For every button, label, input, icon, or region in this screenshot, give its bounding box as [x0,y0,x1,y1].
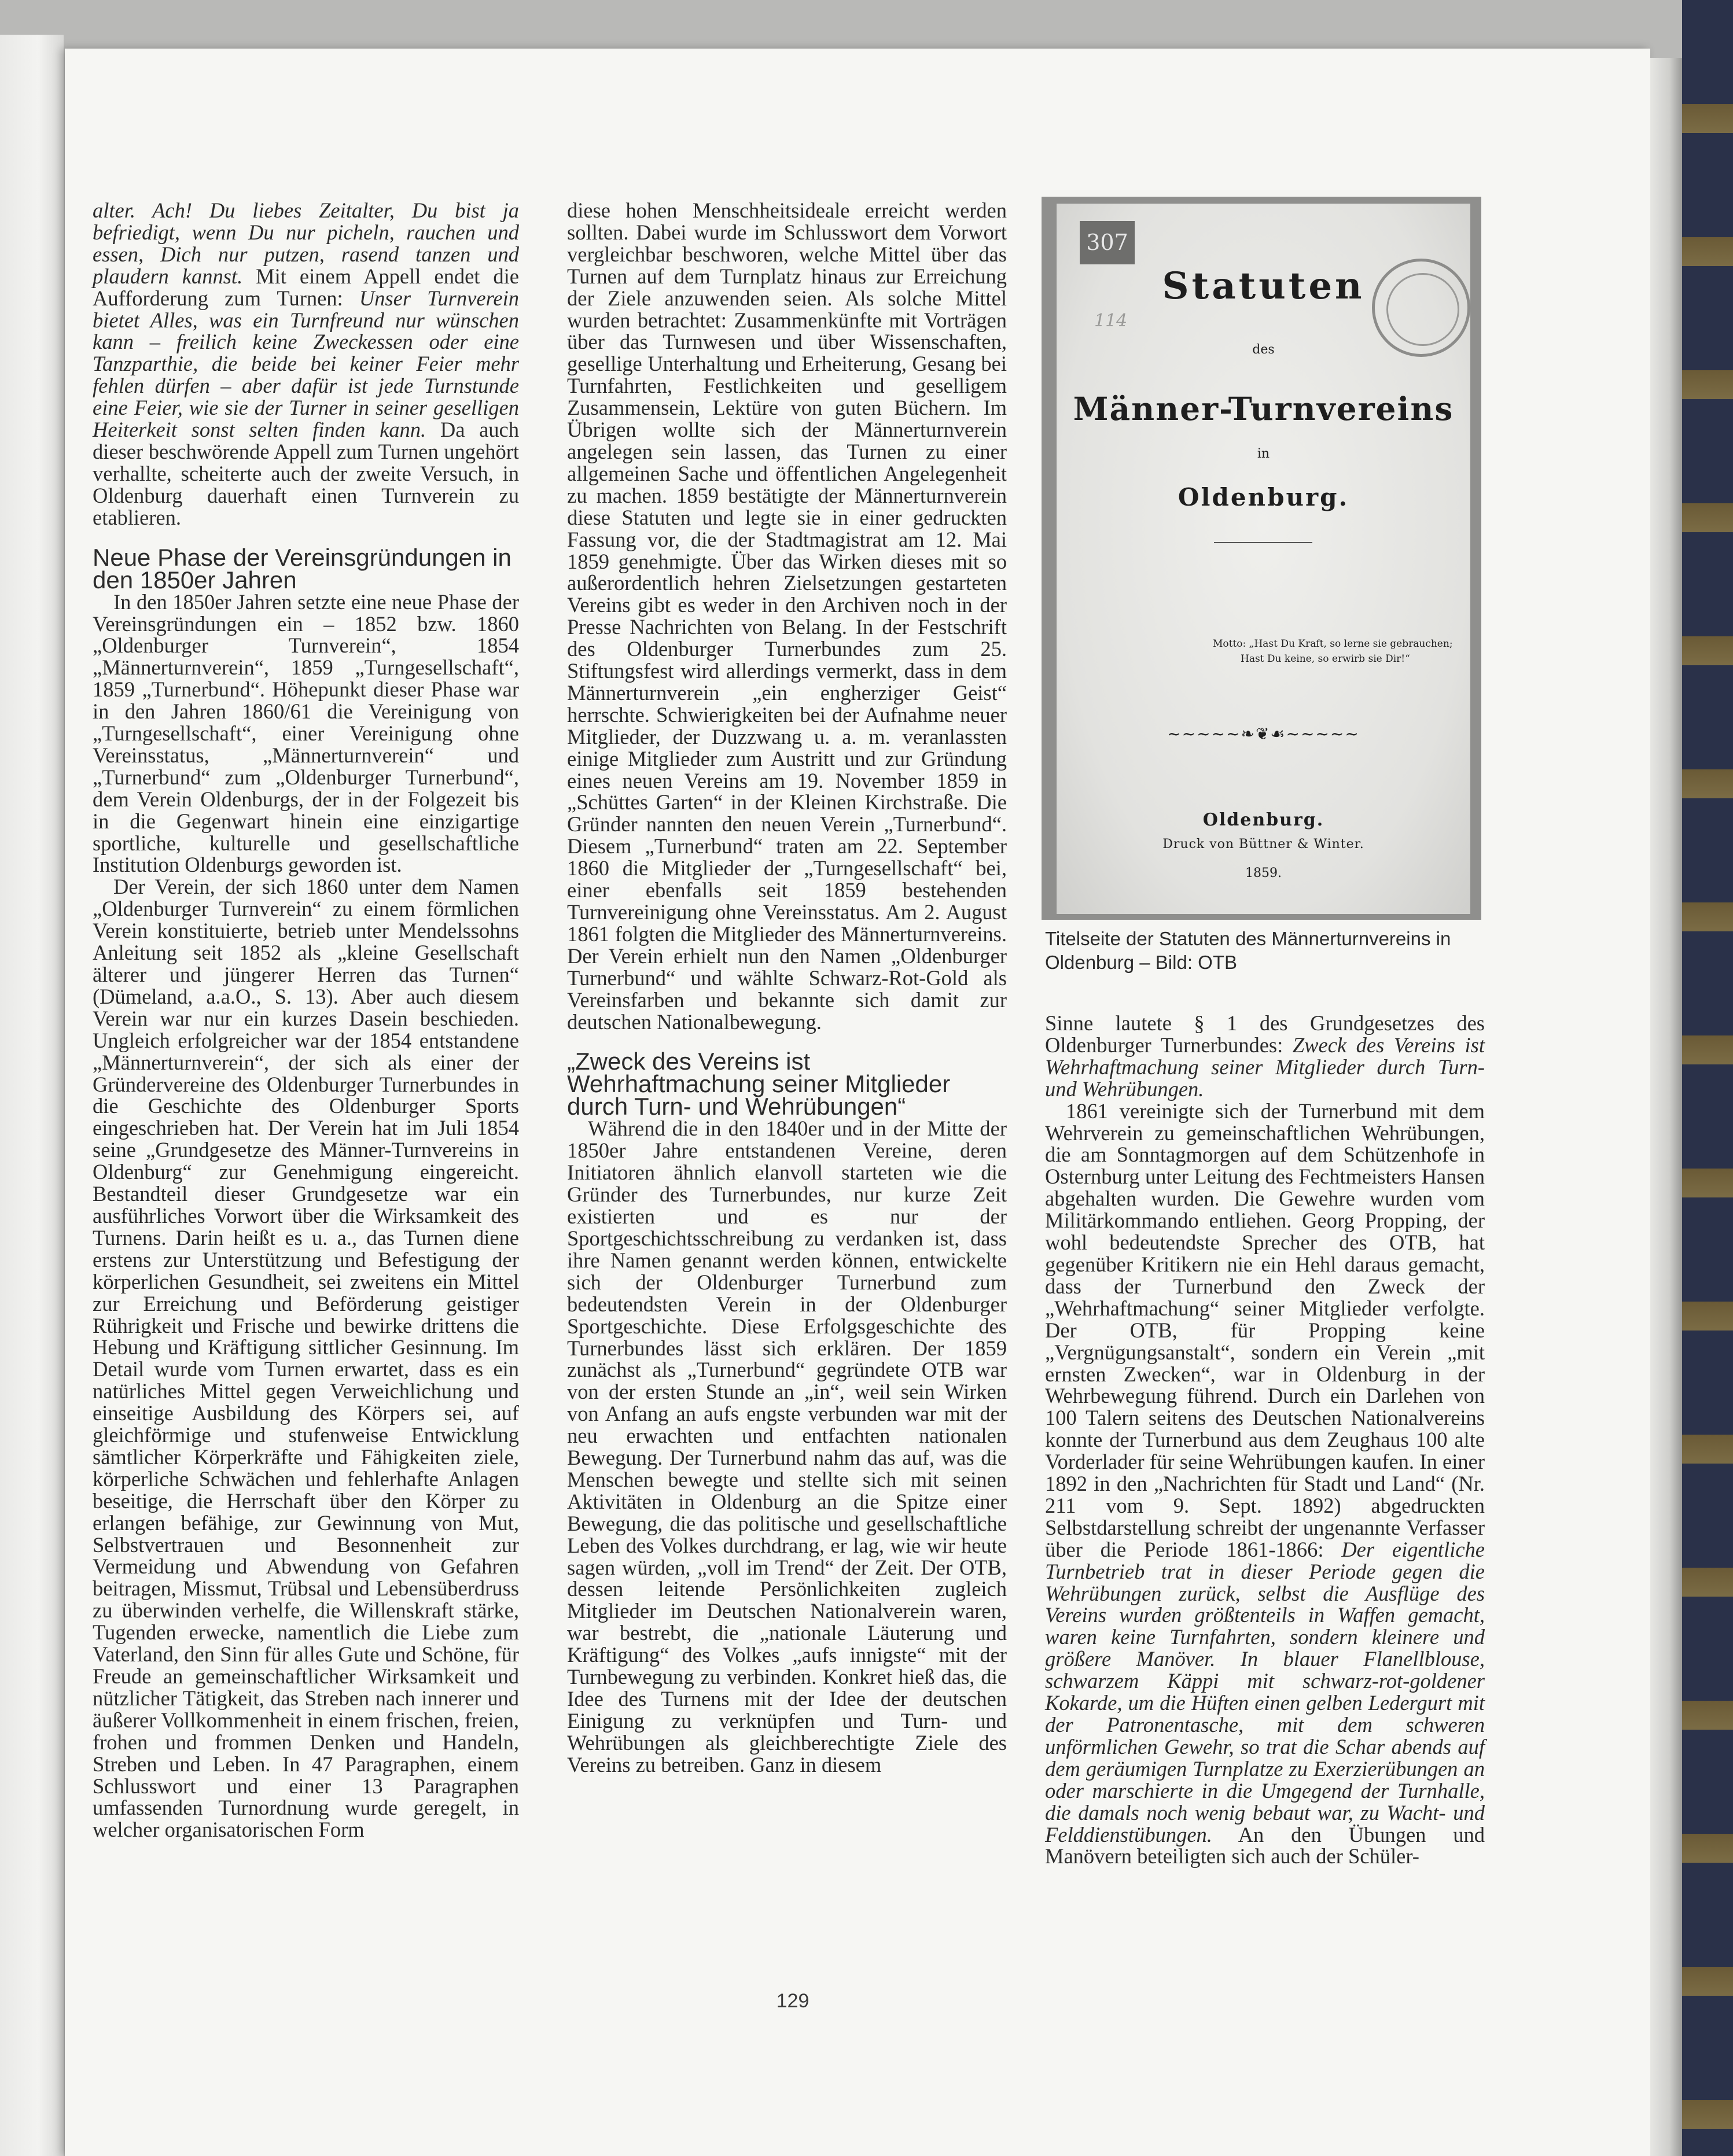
document-title: Statuten [1162,264,1365,308]
paragraph: In den 1850er Jahren setzte eine neue Phase der Vereinsgründungen ein – 1852 bzw. 1860 „Oldenburger Turnverein“, 1854 „Männerturnverein“, 1859 „Turngesellschaft“, 1859 „Turnerbund“. Höhepunkt dieser Phase war in den Jahren 1860/61 die Vereinigung von „Turngesellschaft“, einer Vereinigung ohne Vereinsstatus, „Männerturnverein“ und „Turnerbund“ zum „Oldenburger Turnerbund“, dem Verein Oldenburgs, der in der Folgezeit bis in die Gegenwart hinein eine einzigartige sportliche, kulturelle und gesellschaftliche Institution Oldenburgs geworden ist. [93,589,519,877]
italic-quote: alter. Ach! Du liebes Zeitalter, Du bist ja befriedigt, wenn Du nur picheln, rauchen und essen, Dich nur putzen, rasend tanzen und plaudern kannst. [93,198,519,288]
document-city: Oldenburg. [1178,483,1349,511]
italic-quote: Zweck des Vereins ist Wehrhaftmachung seiner Mitglieder durch Turn- und Wehrübungen. [1045,1033,1485,1101]
paragraph [1045,1012,1485,1100]
document-rule [1214,542,1312,543]
imprint-city: Oldenburg. [1202,810,1324,830]
document-club-name: Männer-Turnvereins [1073,390,1454,427]
italic-quote: Unser Turnverein bietet Alles, was ein Turnfreund nur wünschen kann – freilich keine Zweckessen oder eine Tanzparthie, die beide bei keiner Feier mehr fehlen dürfen – aber dafür ist jede Turnstunde eine Feier, wie sie der Turner in seiner geselligen Heiterkeit sonst selten finden kann. [93,286,519,442]
book-cover [1682,0,1733,2156]
italic-quote: Der eigentliche Turnbetrieb trat in dieser Periode gegen die Wehrübungen zurück, selbst die Ausflüge des Vereins wurden größtenteils in Waffen gemacht, waren keine Turnfahrten, sondern kleinere und größere Manöver. In blauer Flanellblouse, schwarzem Käppi mit schwarz-rot-goldener Kokarde, um die Hüften einen gelben Ledergurt mit der Patronentasche, mit dem schweren unförmlichen Gewehr, so trat die Schar abends auf dem geräumigen Turnplatze zu Exerzierübungen an oder marschierte in die Umgegend der Turnhalle, die damals noch wenig bebaut war, zu Wacht- und Felddienstübungen. [1045,1537,1485,1847]
document-scan [1057,204,1470,914]
figure-caption: Titelseite der Statuten des Männerturnvereins in Oldenburg – Bild: OTB [1045,928,1451,973]
document-in: in [1257,447,1270,461]
archive-number: 307 [1080,221,1135,264]
text-column-2 [567,200,1007,1776]
paragraph: diese hohen Menschheitsideale erreicht werden sollten. Dabei wurde im Schlusswort dem Vorwort vergleichbar beschworen, welche Mittel über das Turnen auf dem Turnplatz hinaus zur Erreichung der Ziele anzuwenden seien. Als solche Mittel wurden betrachtet: Zusammenkünfte mit Vorträgen über das Turnwesen und über Wissenschaften, gesellige Unterhaltung und Erheiterung, Gesang bei Turnfahrten, Festlichkeiten und geselligem Zusammensein, Lektüre von guten Büchern. Im Übrigen wollte sich der Männerturnverein angelegen sein lassen, das Turnen zu einer allgemeinen Sache und öffentlichen Angelegenheit zu machen. 1859 bestätigte der Männerturnverein diese Statuten und legte sie in einer gedruckten Fassung vor, die der Stadtmagistrat am 12. Mai 1859 genehmigte. Über das Wirken dieses mit so außerordentlich hehren Zielsetzungen gestarteten Vereins gibt es weder in den Archiven noch in der Presse Nachrichten von Belang. In der Festschrift des Oldenburger Turnerbundes zum 25. Stiftungsfest wird allerdings vermerkt, dass in dem Männerturnverein „ein engherziger Geist“ herrschte. Schwierigkeiten bei der Aufnahme neuer Mitglieder, der Duzzwang u. a. m. veranlassten einige Mitglieder zum Austritt und zur Gründung eines neuen Vereins am 19. November 1859 in „Schüttes Garten“ in der Kleinen Kirchstraße. Die Gründer nannten den neuen Verein „Turnerbund“. Diesem „Turnerbund“ traten am 22. September 1860 die Mitglieder der „Turngesellschaft“ bei, einer ebenfalls seit 1859 bestehenden Turnvereinigung ohne Vereinsstatus. Am 2. August 1861 folgten die Mitglieder des Männerturnvereins. Der Verein erhielt nun den Namen „Oldenburger Turnerbund“ und wählte Schwarz-Rot-Gold als Vereinsfarben und bekannte sich damit zur deutschen Nationalbewegung. [567,198,1007,1034]
statutes-title-page-image [1042,197,1481,920]
document-ornament: ~~~~~❧❦☙~~~~~ [1167,724,1360,743]
text-column-1 [93,200,519,1841]
motto-line: Motto: „Hast Du Kraft, so lerne sie gebrauchen; [1213,638,1453,650]
motto-line: Hast Du keine, so erwirb sie Dir!“ [1241,653,1410,665]
body-text: Da auch dieser beschwörende Appell zum Turnen ungehört verhallte, scheiterte auch der zweite Versuch, in Oldenburg dauerhaft einen Turnverein zu etablieren. [93,418,519,529]
body-text: Sinne lautete § 1 des Grundgesetzes des Oldenburger Turnerbundes: [1045,1011,1485,1057]
left-page-edge [0,35,64,2156]
section-heading: „Zweck des Vereins ist Wehrhaftmachung seiner Mitglieder durch Turn- und Wehrübungen“ [567,1048,951,1121]
paragraph [93,200,519,529]
paragraph [1045,1100,1485,1868]
document-motto [1213,636,1456,666]
paragraph: Der Verein, der sich 1860 unter dem Namen „Oldenburger Turnverein“ zu einem förmlichen Verein konstituierte, betrieb unter Mendelssohns Anleitung seit 1852 als „kleine Gesellschaft älterer und jüngerer Herren das Turnen“ (Dümeland, a.a.O., S. 13). Aber auch diesem Verein war nur ein kurzes Dasein beschieden. Ungleich erfolgreicher war der 1854 entstandene „Männerturnverein“, der sich als einer der Gründervereine des Oldenburger Turnerbundes in die Geschichte des Oldenburger Sports eingeschrieben hat. Der Verein hat im Juli 1854 seine „Grundgesetze des Männer-Turnvereins in Oldenburg“ zur Genehmigung eingereicht. Bestandteil dieser Grundgesetze war ein ausführliches Vorwort über die Wirksamkeit des Turnens. Darin heißt es u. a., das Turnen diene erstens zur Unterstützung und Befestigung der körperlichen Gesundheit, sei zweitens ein Mittel zur Erreichung und Beförderung geistiger Rührigkeit und Frische und bewirke drittens die Hebung und Kräftigung sittlicher Gesinnung. Im Detail wurde vom Turnen erwartet, dass es ein natürliches Mittel gegen Verweichlichung und einseitige Ausbildung des Körpers sei, auf gleichförmige und stufenweise Entwicklung sämtlicher Körperkräfte und Fähigkeiten ziele, körperliche Schwächen und fehlerhafte Anlagen beseitige, die Herrschaft über den Körper zu erlangen befähige, zur Gewinnung von Mut, Selbstvertrauen und Besonnenheit zur Vermeidung und Abwendung von Gefahren beitragen, Missmut, Trübsal und Lebensüberdruss zu überwinden verhelfe, die Willenskraft stärke, Tugenden erwecke, namentlich die Liebe zum Vaterland, den Sinn für alles Gute und Schöne, für Freude an gemeinschaftlicher Wirksamkeit und nützlicher Tätigkeit, das Streben nach innerer und äußerer Vollkommenheit in einem frischen, freien, frohen und frommen Denken und Handeln, Streben und Leben. In 47 Paragraphen, einem Schlusswort und einer 13 Paragraphen umfassenden Turnordnung wurde geregelt, in welcher organisatorischen Form [93,875,519,1842]
page-number: 129 [776,1990,810,2012]
document-des: des [1252,342,1275,357]
pencil-note: 114 [1094,311,1128,331]
text-column-3 [1045,1012,1485,1867]
body-text: An den Übungen und Manövern beteiligten sich auch der Schüler- [1045,1822,1485,1868]
body-text: 1861 vereinigte sich der Turnerbund mit dem Wehrverein zu gemeinschaftlichen Wehrübungen, die am Sonntagmorgen auf dem Schützenhofe in Osternburg unter Leitung des Fechtmeisters Hansen abgehalten wurden. Die Gewehre wurden vom Militärkommando entliehen. Georg Propping, der wohl bedeutendste Sprecher des OTB, hat gegenüber Kritikern nie ein Hehl daraus gemacht, dass der Turnerbund den Zweck der „Wehrhaftmachung“ seiner Mitglieder verfolgte. Der OTB, für Propping keine „Vergnügungsanstalt“, sondern ein Verein „mit ernsten Zwecken“, war in Oldenburg in der Wehrbewegung führend. Durch ein Darlehen von 100 Talern seitens des Deutschen Nationalvereins konnte der Turnerbund aus dem Zeughaus 100 alte Vorderlader für seine Wehrübungen kaufen. In einer 1892 in den „Nachrichten für Stadt und Land“ (Nr. 211 vom 9. Sept. 1892) abgedruckten Selbstdarstellung schreibt der ungenannte Verfasser über die Periode 1861-1866: [1045,1099,1485,1561]
section-heading: Neue Phase der Vereinsgründungen in den 1850er Jahren [93,543,512,594]
body-text: Mit einem Appell endet die Aufforderung zum Turnen: [93,264,519,310]
paragraph: Während die in den 1840er und in der Mitte der 1850er Jahre entstandenen Vereine, deren Initiatoren ähnlich elanvoll starteten wie die Gründer des Turnerbundes, nur kurze Zeit existierten und es nur der Sportgeschichtsschreibung zu verdanken ist, dass ihre Namen genannt werden können, entwickelte sich der Oldenburger Turnerbund zum bedeutendsten Verein in der Oldenburger Sportgeschichte. Diese Erfolgsgeschichte des Turnerbundes lässt sich erklären. Der 1859 zunächst als „Turnerbund“ gegründete OTB war von der ersten Stunde an „in“, weil sein Wirken von Anfang an aufs engste verbunden war mit der neu erwachten und entfachten nationalen Bewegung. Der Turnerbund nahm das auf, was die Menschen bewegte und stellte sich mit seinen Aktivitäten in Oldenburg an die Spitze einer Bewegung, die das politische und gesellschaftliche Leben des Volkes durchdrang, er lag, wie wir heute sagen würden, „voll im Trend“ der Zeit. Der OTB, dessen leitende Persönlichkeiten zugleich Mitglieder im Deutschen Nationalverein waren, war bestrebt, die „nationale Läuterung und Kräftigung“ des Volkes „aufs innigste“ mit der Turnbewegung zu verbinden. Konkret hieß das, die Idee des Turnens mit der Idee der deutschen Einigung zu verknüpfen und Turn- und Wehrübungen als gleichberechtigte Ziele des Vereins zu betreiben. Ganz in diesem [567,1116,1007,1777]
imprint-year: 1859. [1245,866,1282,880]
page-edge-shadow [1650,58,1682,2156]
imprint-printer: Druck von Büttner & Winter. [1162,837,1364,852]
